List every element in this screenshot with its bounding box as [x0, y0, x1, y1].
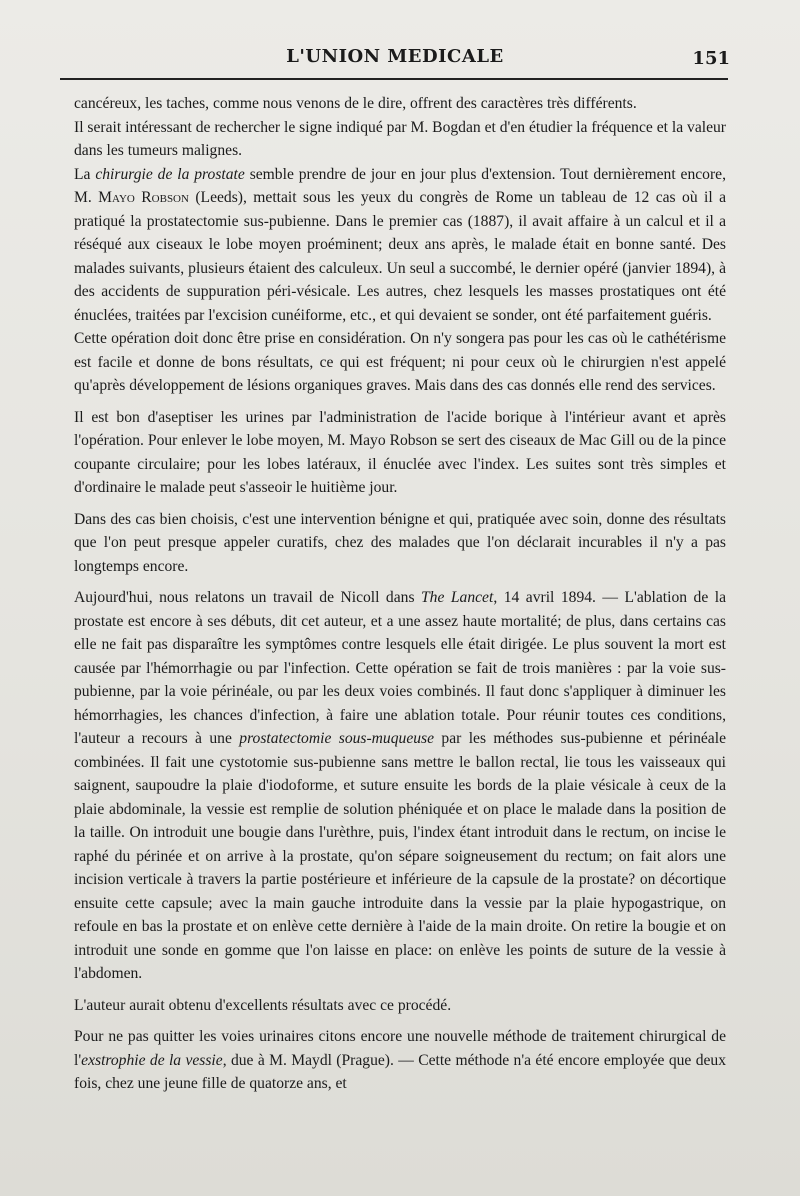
paragraph-7	[74, 586, 726, 986]
paragraph-1: cancéreux, les taches, comme nous venons de le dire, offrent des caractères très différents.	[74, 95, 637, 112]
text-run: La	[74, 165, 96, 183]
paragraph-4: Cette opération doit donc être prise en considération. On n'y songera pas pour les cas où le cathétérisme est facile et donne de bons résultats, ce qui est fréquent; ni pour ceux où le chirurgien n'est appelé qu'après développement de lésions organiques graves. Mais dans des cas donnés elle rend des services.	[74, 330, 726, 394]
paragraph-5: Il est bon d'aseptiser les urines par l'administration de l'acide borique à l'intérieur avant et après l'opération. Pour enlever le lobe moyen, M. Mayo Robson se sert des ciseaux de Mac Gill ou de la pince coupante circulaire; pour les lobes latéraux, il énuclée avec l'index. Les suites sont très simples et d'ordinaire le malade peut s'asseoir le huitième jour.	[74, 408, 726, 496]
text-run: Pour ne pas quitter les voies urinaires citons encore une nouvelle méthode de traitement chirurgical de l'	[74, 1028, 726, 1069]
page-number: 151	[692, 48, 730, 69]
page-header	[60, 44, 730, 80]
text-run: Aujourd'hui, nous relatons un travail de Nicoll dans	[74, 589, 421, 606]
paragraph-2: Il serait intéressant de rechercher le signe indiqué par M. Bogdan et d'en étudier la fréquence et la valeur dans les tumeurs malignes.	[74, 118, 726, 159]
paragraph-6: Dans des cas bien choisis, c'est une intervention bénigne et qui, pratiquée avec soin, donne des résultats que l'on peut presque appeler curatifs, chez des malades que l'on déclarait incurables il n'y a pas longtemps encore.	[74, 510, 726, 575]
small-caps-text: Mayo Robson	[98, 189, 189, 206]
text-run: semble prendre de jour en jour plus d'extension. Tout dernièrement encore, M.	[74, 165, 726, 206]
text-run: , 14 avril 1894. — L'ablation de la prostate est encore à ses débuts, dit cet auteur, et a une assez haute mortalité; de plus, dans certains cas elle ne fait pas disparaître les symptômes contre lesquels elle était dirigée. Le plus souvent la mort est causée par l'hémorrhagie ou par l'infection. Cette opération se fait de trois manières : par la voie sus-pubienne, par la voie périnéale, ou par les deux voies combinés. Il faut donc s'appliquer à diminuer les hémorrhagies, les chances d'infection, à faire une ablation totale. Pour réunir toutes ces conditions, l'auteur a recours à une	[74, 589, 726, 747]
header-rule	[60, 78, 728, 80]
paragraph-3	[74, 163, 726, 328]
paragraph-8: L'auteur aurait obtenu d'excellents résultats avec ce procédé.	[74, 996, 452, 1014]
text-run: par les méthodes sus-pubienne et périnéale combinées. Il fait une cystotomie sus-pubienne sans mettre le ballon rectal, lie tous les vaisseaux qui saignent, saupoudre la plaie d'iodoforme, et suture ensuite les bords de la plaie vésicale à ceux de la plaie abdominale, la vessie est remplie de solution phéniquée et on place le malade dans la position de la taille. On introduit une bougie dans l'urèthre, puis, l'index étant introduit dans le rectum, on incise le raphé du périnée et on arrive à la prostate, qu'on sépare soigneusement du rectum; on fait alors une incision verticale à travers la partie postérieure et inférieure de la capsule de la prostate? on décortique ensuite cette capsule; avec la main gauche introduite dans la vessie par la plaie hypogastrique, on refoule en bas la prostate et on enlève cette dernière à l'aide de la main droite. On retire la bougie et on introduit une sonde en gomme que l'on laisse en place: on enlève les points de suture de la vessie à l'abdomen.	[74, 730, 726, 982]
italic-text: The Lancet	[421, 589, 494, 606]
article-body	[74, 92, 726, 1096]
paragraph-9	[74, 1025, 726, 1096]
text-run: , due à M. Maydl (Prague). — Cette méthode n'a été encore employée que deux fois, chez une jeune fille de quatorze ans, et	[74, 1051, 727, 1092]
italic-text: exstrophie de la vessie	[81, 1051, 223, 1069]
italic-text: chirurgie de la prostate	[95, 165, 245, 183]
text-run: (Leeds), mettait sous les yeux du congrès de Rome un tableau de 12 cas où il a pratiqué la prostatectomie sus-pubienne. Dans le premier cas (1887), il avait affaire à un calcul et il a réséqué aux ciseaux le lobe moyen proéminent; deux ans après, le malade était en bonne santé. Des malades suivants, plusieurs étaient des calculeux. Un seul a succombé, le dernier opéré (janvier 1894), à des accidents de suppuration péri-vésicale. Les autres, chez lesquels les masses prostatiques ont été énuclées, traitées par l'excision cunéiforme, etc., et qui devaient se sonder, ont été parfaitement guéris.	[74, 189, 726, 324]
running-title: L'UNION MEDICALE	[286, 46, 504, 67]
italic-text: prostatectomie sous-muqueuse	[239, 730, 435, 747]
